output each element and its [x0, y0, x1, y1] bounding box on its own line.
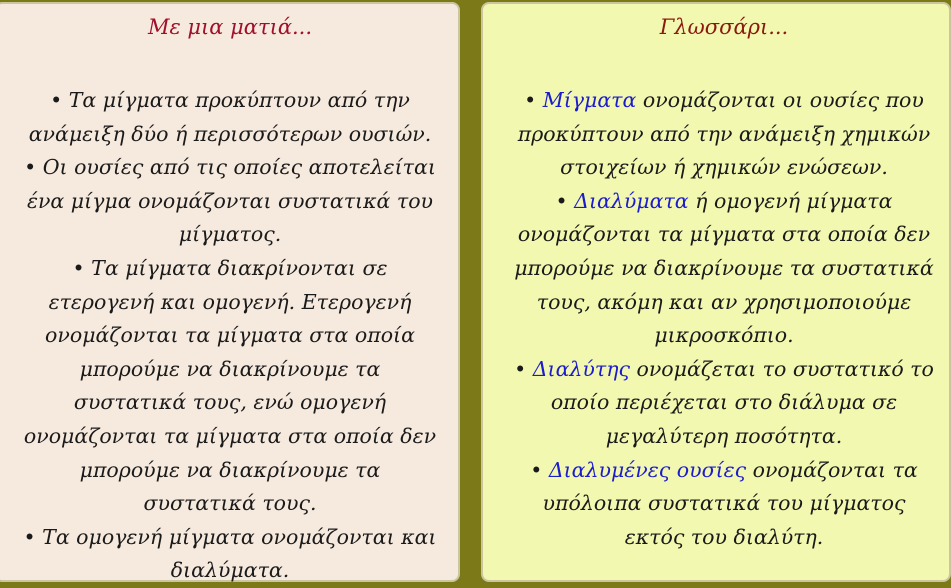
glossary-definition: ή ομογενή μίγματα ονομάζονται τα μίγματα στα οποία δεν μπορούμε να διακρίνουμε τα συστατικά τους, ακόμη και αν χρησιμοποιούμε μικροσκόπιο.: [514, 188, 934, 348]
summary-item: • Τα ομογενή μίγματα ονομάζονται και διαλύματα.: [23, 524, 437, 583]
summary-item: • Τα μίγματα διακρίνονται σε ετερογενή και ομογενή. Ετερογενή ονομάζονται τα μίγματα στα οποία μπορούμε να διακρίνουμε τα συστατικά τους, ενώ ομογενή ονομάζονται τα μίγματα στα οποία δεν μπορούμε να διακρίνουμε τα συστατικά τους.: [23, 255, 437, 516]
summary-item: • Οι ουσίες από τις οποίες αποτελείται ένα μίγμα ονομάζονται συστατικά του μίγματος.: [24, 155, 436, 247]
bullet-icon: •: [50, 88, 63, 112]
glossary-item: [511, 84, 937, 185]
glossary-definition: ονομάζονται τα υπόλοιπα συστατικά του μίγματος εκτός του διαλύτη.: [542, 457, 918, 549]
bullet-icon: •: [72, 255, 85, 280]
bullet-icon: •: [555, 188, 568, 213]
glossary-definition: ονομάζεται το συστατικό το οποίο περιέχεται στο διάλυμα σε μεγαλύτερη ποσότητα.: [550, 356, 934, 448]
glossary-term: Διαλύτης: [532, 356, 630, 381]
summary-panel: [0, 2, 460, 582]
bullet-icon: •: [514, 356, 527, 381]
bullet-icon: •: [23, 524, 36, 549]
glossary-title: Γλωσσάρι...: [659, 15, 789, 39]
glossary-item: [511, 454, 937, 555]
glossary-panel: [481, 2, 951, 582]
bullet-icon: •: [24, 155, 37, 180]
glossary-definition: ονομάζονται οι ουσίες που προκύπτουν από την ανάμειξη χημικών στοιχείων ή χημικών ενώσεων.: [517, 88, 931, 180]
summary-title: Με μια ματιά...: [147, 15, 313, 39]
glossary-item: [511, 185, 937, 353]
summary-item: • Τα μίγματα προκύπτουν από την ανάμειξη δύο ή περισσότερων ουσιών.: [28, 88, 432, 146]
glossary-term: Μίγματα: [542, 88, 637, 112]
glossary-item: [511, 353, 937, 454]
glossary-term: Διαλύματα: [574, 188, 689, 213]
bullet-icon: •: [524, 88, 537, 112]
bullet-icon: •: [530, 457, 543, 482]
glossary-term: Διαλυμένες ουσίες: [548, 457, 747, 482]
